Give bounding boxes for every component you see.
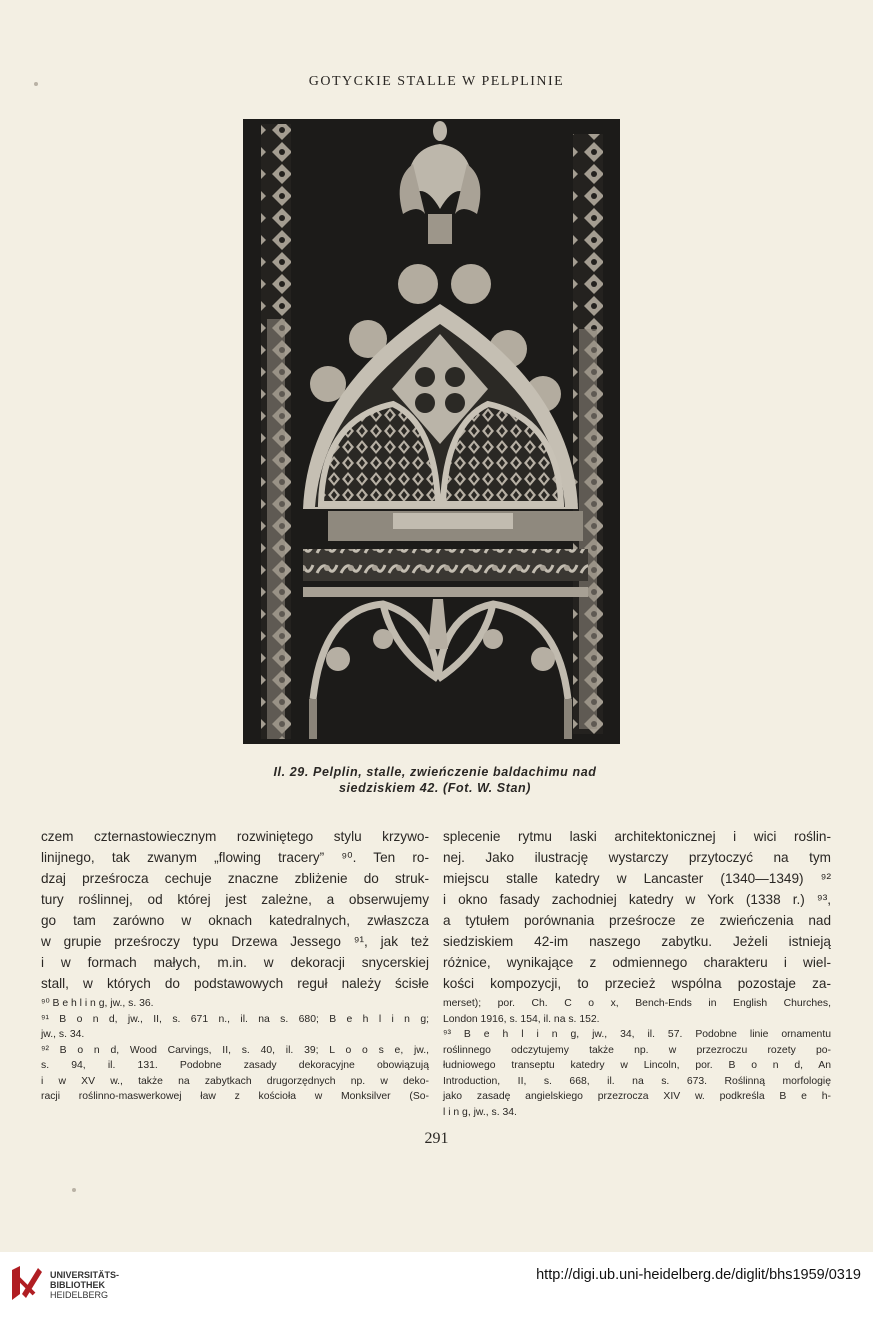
finial-crest <box>400 121 481 244</box>
text-line: splecenie rytmu laski architektonicznej i wici roślin- <box>443 829 831 844</box>
footnote-line: roślinnego odczytujemy także np. w przezroczu rozety po- <box>443 1044 831 1056</box>
text-line: nej. Jako ilustrację wystarczy przytoczyć na tym <box>443 850 831 865</box>
body-column-right <box>443 826 831 994</box>
text-line: stall, w których do podstawowych reguł należy ścisłe <box>41 976 429 991</box>
text-line: w grupie prześroczy typu Drzewa Jessego ⁹¹, jak też <box>41 934 429 949</box>
footnotes-left <box>41 996 429 1105</box>
library-name <box>50 1270 119 1300</box>
leaf-frieze <box>303 549 588 581</box>
page-number: 291 <box>424 1130 449 1147</box>
text-line: czem czternastowiecznym rozwiniętego stylu krzywo- <box>41 829 429 844</box>
library-logo-icon[interactable] <box>8 1264 44 1302</box>
text-line: siedziskiem 42-im naszego zabytku. Jeżeli istnieją <box>443 934 831 949</box>
footnote-line: ⁹¹ B o n d, jw., II, s. 671 n., il. na s. 680; B e h l i n g; <box>41 1013 429 1025</box>
paper-speck <box>34 82 38 86</box>
carved-canopy-illustration <box>243 119 620 744</box>
footnote-line: merset); por. Ch. C o x, Bench-Ends in English Churches, <box>443 998 831 1009</box>
permalink-url[interactable]: http://digi.ub.uni-heidelberg.de/diglit/bhs1959/0319 <box>536 1267 861 1283</box>
footnote-line: ⁹⁰ B e h l i n g, jw., s. 36. <box>41 998 154 1009</box>
digitization-footer <box>0 1252 873 1319</box>
body-column-left <box>41 826 429 994</box>
paper-speck <box>72 1188 76 1192</box>
library-name-line: HEIDELBERG <box>50 1290 109 1300</box>
footnote-line: l i n g, jw., s. 34. <box>443 1106 517 1118</box>
footnote-line: jako zasadę angielskiego przezrocza XIV w. podkreśla B e h- <box>443 1091 831 1102</box>
text-line: linijnego, tak zwanym „flowing tracery” ⁹⁰. Ten ro- <box>41 850 429 865</box>
text-line: go tam zarówno w oknach katedralnych, zwłaszcza <box>41 913 429 928</box>
footnote-line: s. 94, il. 131. Podobne zasady dekoracyjne obowiązują <box>41 1060 429 1071</box>
text-line: i okno fasady zachodniej katedry w York (1338 r.) ⁹³, <box>443 892 831 907</box>
footnote-line: Introduction, II, s. 668, il. na s. 673. Roślinną morfologię <box>443 1075 831 1087</box>
text-line: różnice, wynikające z odmiennego charakteru i wiel- <box>443 955 831 970</box>
library-name-line: BIBLIOTHEK <box>50 1280 105 1290</box>
footnote-line: London 1916, s. 154, il. na s. 152. <box>443 1013 600 1025</box>
footnote-line: łudniowego transeptu katedry w Lincoln, por. B o n d, An <box>443 1060 831 1071</box>
footnote-line: racji roślinno-maswerkowej ław z kościoła w Monksilver (So- <box>41 1091 429 1102</box>
text-line: tury roślinnej, od której jest zależne, a obserwujemy <box>41 892 429 907</box>
text-line: i w formach małych, m.in. w dekoracji snycerskiej <box>41 955 429 970</box>
footnotes-right <box>443 996 831 1120</box>
footnote-line: i w XV w., także na zabytkach drugorzędnych np. w deko- <box>41 1075 429 1087</box>
running-head: GOTYCKIE STALLE W PELPLINIE <box>308 74 565 89</box>
text-line: dzaj prześrocza cechuje znaczne zbliżenie do struk- <box>41 871 429 886</box>
caption-line-2: siedziskiem 42. (Fot. W. Stan) <box>338 781 532 795</box>
figure-photo-gothic-canopy <box>243 119 620 744</box>
footnote-line: ⁹² B o n d, Wood Carvings, II, s. 40, il. 39; L o o s e, jw., <box>41 1044 429 1056</box>
figure-caption <box>230 764 640 796</box>
caption-line-1: Il. 29. Pelplin, stalle, zwieńczenie baldachimu nad <box>273 765 597 779</box>
text-line: a tytułem porównania prześrocze ze zwieńczenia nad <box>443 913 831 928</box>
footnote-line: ⁹³ B e h l i n g, jw., 34, il. 57. Podobne linie ornamentu <box>443 1029 831 1040</box>
footnote-line: jw., s. 34. <box>41 1029 85 1040</box>
library-name-line: UNIVERSITÄTS- <box>50 1270 120 1280</box>
text-line: kości kompozycji, to przecież wspólna pozostaje za- <box>443 976 831 991</box>
text-line: miejscu stalle katedry w Lancaster (1340—1349) ⁹² <box>443 871 831 886</box>
